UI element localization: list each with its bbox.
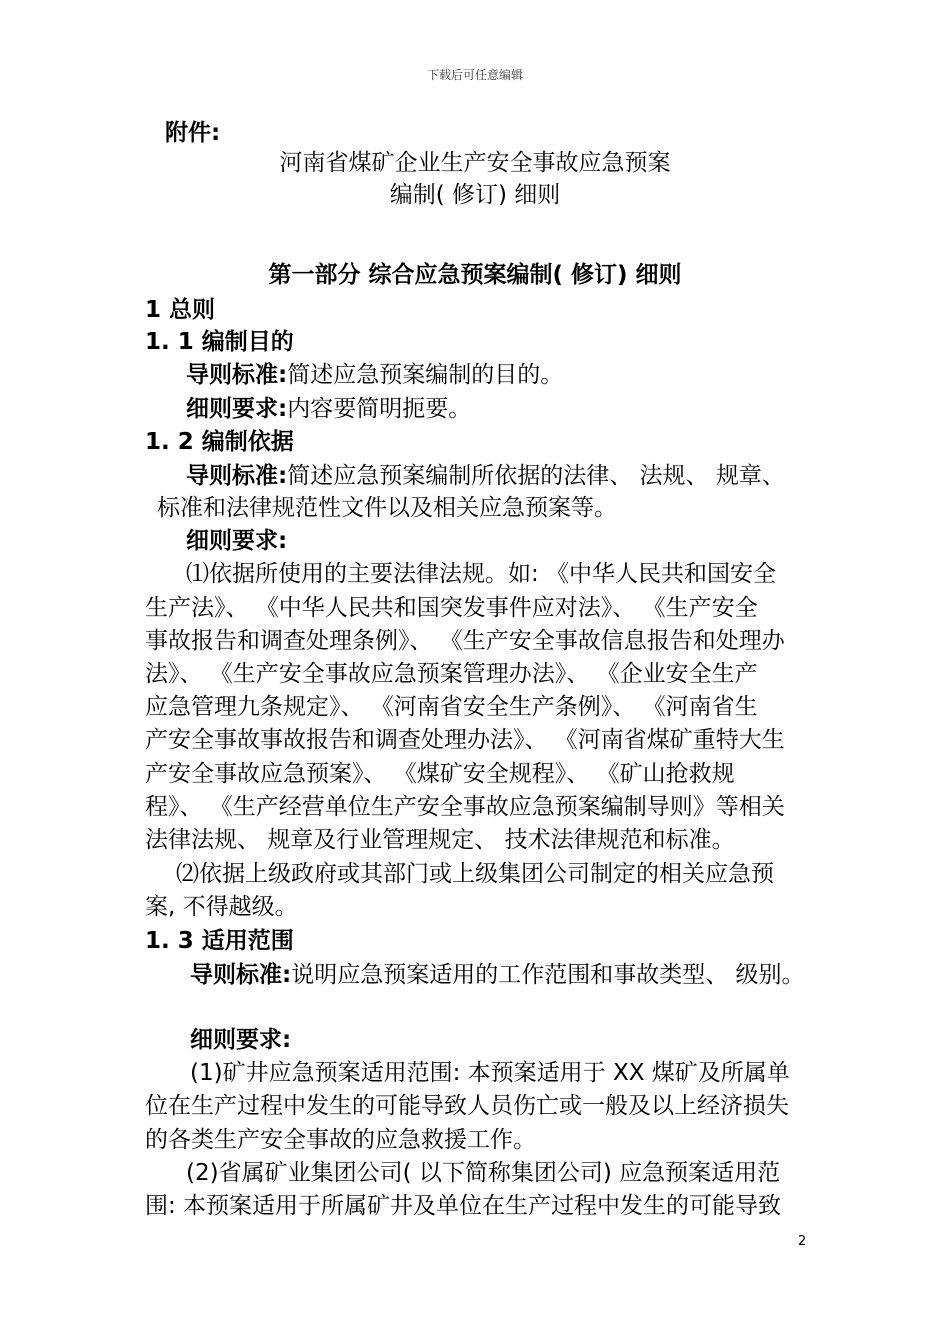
guideline-label: 导则标准: [190,962,292,988]
paragraph-line: 的各类生产安全事故的应急救援工作。 [145,1127,536,1153]
paragraph-line: 事故报告和调查处理条例》、 《生产安全事故信息报告和处理办 [145,628,785,654]
page-number: 2 [798,1234,807,1249]
paragraph-line: 案, 不得越级。 [145,894,298,920]
paragraph-line: 产安全事故事故报告和调查处理办法》、 《河南省煤矿重特大生 [145,727,785,753]
requirement-label-1-2: 细则要求: [186,528,288,554]
paragraph-line: 位在生产过程中发生的可能导致人员伤亡或一般及以上经济损失 [145,1093,789,1119]
attachment-label: 附件: [165,120,221,146]
paragraph-line: 法》、 《生产安全事故应急预案管理办法》、 《企业安全生产 [145,661,758,687]
part-title: 第一部分 综合应急预案编制( 修订) 细则 [268,262,682,288]
document-title-line1: 河南省煤矿企业生产安全事故应急预案 [279,150,671,176]
section-heading-1-3: 1. 3 适用范围 [145,928,294,954]
paragraph-line: 程》、 《生产经营单位生产安全事故应急预案编制导则》等相关 [145,794,785,820]
guideline-text: 简述应急预案编制所依据的法律、 法规、 规章、 [287,463,785,489]
guideline-standard-1-2 [186,457,785,490]
paragraph-line: 产安全事故应急预案》、 《煤矿安全规程》、 《矿山抢救规 [145,761,735,787]
section-heading-1-2: 1. 2 编制依据 [145,429,294,455]
paragraph-line: 法律法规、 规章及行业管理规定、 技术法律规范和标准。 [145,827,735,853]
paragraph-line: 应急管理九条规定》、 《河南省安全生产条例》、 《河南省生 [145,694,758,720]
page-header: 下载后可任意编辑 [426,68,523,82]
guideline-text: 简述应急预案编制的目的。 [287,362,564,388]
section-heading-1: 1 总则 [145,297,216,323]
guideline-label: 导则标准: [186,362,288,388]
paragraph-line: 围: 本预案适用于所属矿井及单位在生产过程中发生的可能导致 [145,1193,782,1219]
detail-requirement-1-1 [186,390,471,423]
guideline-label: 导则标准: [186,463,288,489]
document-title-line2: 编制( 修订) 细则 [389,182,561,208]
guideline-text-continued: 标准和法律规范性文件以及相关应急预案等。 [157,495,617,521]
requirement-text: 内容要简明扼要。 [287,396,472,422]
paragraph-line: ⑴依据所使用的主要法律法规。如: 《中华人民共和国安全 [186,561,777,587]
paragraph-line: (2)省属矿业集团公司( 以下简称集团公司) 应急预案适用范 [186,1160,781,1186]
paragraph-line: 生产法》、 《中华人民共和国突发事件应对法》、 《生产安全 [145,595,758,621]
guideline-standard-1-1 [186,356,563,389]
guideline-text: 说明应急预案适用的工作范围和事故类型、 级别。 [291,962,805,988]
guideline-standard-1-3 [190,956,805,989]
requirement-label-1-3: 细则要求: [190,1027,292,1053]
section-heading-1-1: 1. 1 编制目的 [145,329,294,355]
paragraph-line: (1)矿井应急预案适用范围: 本预案适用于 XX 煤矿及所属单 [190,1060,790,1086]
paragraph-line: ⑵依据上级政府或其部门或上级集团公司制定的相关应急预 [176,861,774,887]
requirement-label: 细则要求: [186,396,288,422]
